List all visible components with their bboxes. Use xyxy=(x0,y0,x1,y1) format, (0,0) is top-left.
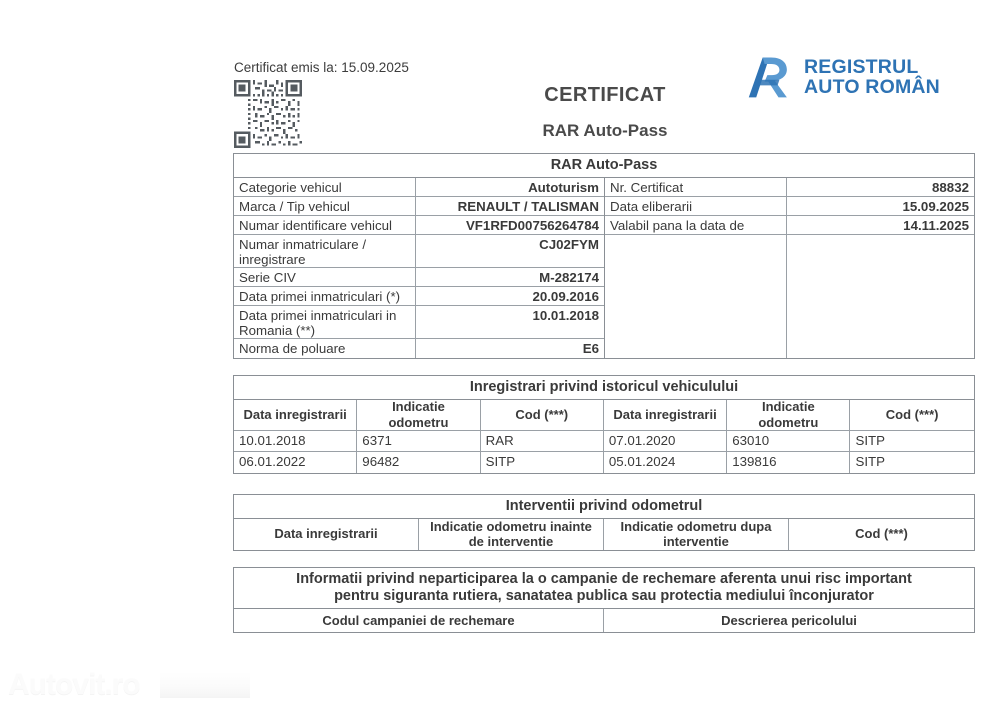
row-label: Categorie vehicul xyxy=(234,178,416,197)
column-header: Data inregistrarii xyxy=(604,400,727,431)
row-label: Nr. Certificat xyxy=(605,178,787,197)
qr-code-icon xyxy=(234,80,302,148)
cell-odometer: 6371 xyxy=(357,431,480,452)
row-value: 14.11.2025 xyxy=(787,216,974,235)
cell-code: SITP xyxy=(850,431,973,452)
row-label: Marca / Tip vehicul xyxy=(234,197,416,216)
row-label: Valabil pana la data de xyxy=(605,216,787,235)
main-table-banner: RAR Auto-Pass xyxy=(234,154,974,178)
interventions-header-row xyxy=(234,519,974,550)
scan-artifact xyxy=(160,672,250,698)
cell-date: 07.01.2020 xyxy=(604,431,727,452)
empty-cell xyxy=(787,235,974,358)
recall-banner xyxy=(234,568,974,609)
column-header: Cod (***) xyxy=(850,400,973,431)
odometer-interventions-table xyxy=(233,494,975,551)
column-header: Indicatie odometru dupa interventie xyxy=(604,519,789,550)
row-value: 88832 xyxy=(787,178,974,197)
column-header: Indicatie odometru xyxy=(357,400,480,431)
watermark: Autovit.ro xyxy=(8,668,140,701)
title-auto-pass: RAR Auto-Pass xyxy=(542,121,668,140)
row-label: Numar identificare vehicul xyxy=(234,216,416,235)
main-info-table xyxy=(233,153,975,359)
column-header: Cod (***) xyxy=(855,526,908,542)
history-header-row xyxy=(234,400,974,431)
recall-campaign-table xyxy=(233,567,975,633)
column-header: Codul campaniei de rechemare xyxy=(234,609,604,632)
title-certificat: CERTIFICAT xyxy=(544,84,666,106)
row-value: VF1RFD00756264784 xyxy=(416,216,604,235)
row-value: 15.09.2025 xyxy=(787,197,974,216)
row-value: CJ02FYM xyxy=(416,235,604,268)
row-value: M-282174 xyxy=(416,268,604,287)
column-header: Cod (***) xyxy=(481,400,604,431)
empty-cell xyxy=(605,235,787,358)
cell-odometer: 96482 xyxy=(357,452,480,473)
recall-banner-line-1: Informatii privind neparticiparea la o campanie de rechemare aferenta unui risc important xyxy=(296,571,912,587)
row-label: Numar inmatriculare / inregistrare xyxy=(234,235,416,268)
row-label: Serie CIV xyxy=(234,268,416,287)
row-label: Data primei inmatriculari (*) xyxy=(234,287,416,306)
row-value: 10.01.2018 xyxy=(416,306,604,339)
row-value: Autoturism xyxy=(416,178,604,197)
logo-line-1: REGISTRUL xyxy=(804,55,919,78)
history-banner: Inregistrari privind istoricul vehiculului xyxy=(234,376,974,400)
recall-header-row xyxy=(234,609,974,632)
row-label: Data eliberarii xyxy=(605,197,787,216)
recall-banner-line-2: pentru siguranta rutiera, sanatatea publica sau protectia mediului înconjurator xyxy=(334,588,874,605)
row-label: Norma de poluare xyxy=(234,339,416,358)
cell-code: SITP xyxy=(855,454,886,469)
cell-date: 06.01.2022 xyxy=(234,452,357,473)
cell-odometer: 63010 xyxy=(727,431,850,452)
row-value: 20.09.2016 xyxy=(416,287,604,306)
row-label: Data primei inmatriculari in Romania (**) xyxy=(234,306,416,339)
column-header: Indicatie odometru xyxy=(727,400,850,431)
rar-monogram-icon xyxy=(746,54,798,100)
rar-logo xyxy=(746,54,940,100)
main-right-column xyxy=(604,178,974,358)
cell-code: RAR xyxy=(481,431,604,452)
column-header: Indicatie odometru inainte de interventie xyxy=(419,519,604,550)
table-row xyxy=(234,452,974,473)
column-header: Data inregistrarii xyxy=(234,400,357,431)
cell-odometer: 139816 xyxy=(727,452,850,473)
column-header: Descrierea pericolului xyxy=(721,612,857,628)
interventions-banner: Interventii privind odometrul xyxy=(234,495,974,519)
row-value: RENAULT / TALISMAN xyxy=(416,197,604,216)
cell-date: 10.01.2018 xyxy=(234,431,357,452)
page-title xyxy=(430,84,780,141)
main-left-column xyxy=(234,178,604,358)
issue-date-label: Certificat emis la: 15.09.2025 xyxy=(234,60,409,75)
row-value: E6 xyxy=(582,341,599,356)
cell-code: SITP xyxy=(481,452,604,473)
logo-line-2: AUTO ROMÂN xyxy=(804,76,940,98)
main-table-body xyxy=(234,178,974,358)
table-row xyxy=(234,431,974,452)
cell-date: 05.01.2024 xyxy=(604,452,727,473)
odometer-history-table xyxy=(233,375,975,474)
column-header: Data inregistrarii xyxy=(234,519,419,550)
